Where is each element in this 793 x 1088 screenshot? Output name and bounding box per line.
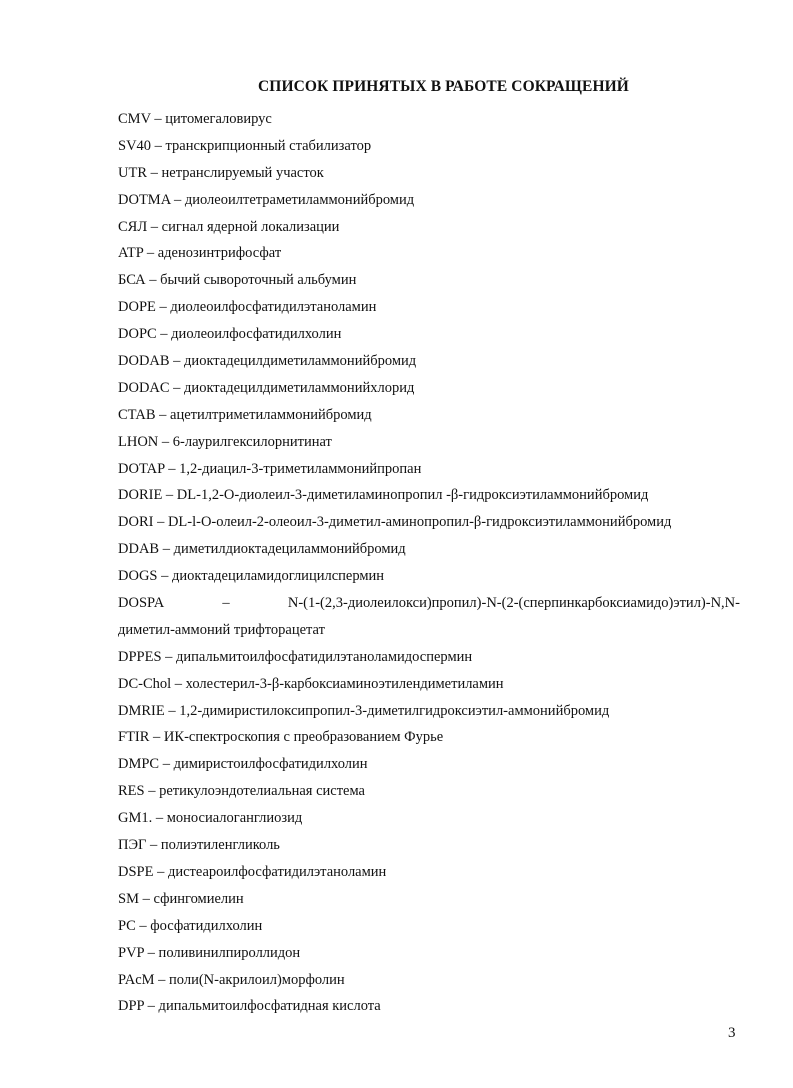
page-title: СПИСОК ПРИНЯТЫХ В РАБОТЕ СОКРАЩЕНИЙ [258, 78, 629, 95]
abbreviation-entry: ATP – аденозинтрифосфат [118, 245, 282, 262]
abbreviation-entry: DMRIE – 1,2-димиристилоксипропил-3-диметилгидроксиэтил-аммонийбромид [118, 702, 610, 719]
abbreviation-entry: DOTMA – диолеоилтетраметиламмонийбромид [118, 191, 415, 208]
abbreviation-entry: DOPE – диолеоилфосфатидилэтаноламин [118, 299, 377, 316]
abbreviation-entry-dospa [118, 590, 740, 644]
abbreviation-entry: CMV – цитомегаловирус [118, 111, 272, 127]
abbreviation-entry: DMPC – димиристоилфосфатидилхолин [118, 756, 368, 773]
abbreviation-entry: DODAC – диоктадецилдиметиламмонийхлорид [118, 379, 415, 396]
abbreviation-entry: DOGS – диоктадециламидоглицилспермин [118, 568, 385, 585]
abbreviation-entry: SM – сфингомиелин [118, 890, 244, 907]
dospa-definition-line1: N-(1-(2,3-диолеилокси)пропил)-N-(2-(сперпинкарбоксиамидо)этил)-N,N- [287, 595, 740, 612]
abbreviation-entry: DOTAP – 1,2-диацил-3-триметиламмонийпропан [118, 460, 422, 477]
abbreviation-entry: PC – фосфатидилхолин [118, 917, 263, 934]
abbreviation-entry: UTR – нетранслируемый участок [118, 164, 324, 181]
page-number: 3 [728, 1025, 736, 1041]
abbreviation-entry: RES – ретикулоэндотелиальная система [118, 783, 365, 800]
dospa-definition-line2: диметил-аммоний трифторацетат [118, 621, 325, 638]
dospa-abbr: DOSPA [118, 595, 165, 612]
abbreviation-entry: GM1. – моносиалоганглиозид [118, 810, 303, 827]
abbreviation-entry: SV40 – транскрипционный стабилизатор [118, 137, 372, 154]
abbreviation-entry: PVP – поливинилпироллидон [118, 944, 301, 961]
dospa-dash: – [222, 595, 230, 612]
abbreviation-entry: DPPES – дипальмитоилфосфатидилэтаноламидоспермин [118, 648, 473, 665]
abbreviation-entry: DC-Chol – холестерил-3-β-карбоксиаминоэтилендиметиламин [118, 675, 504, 692]
abbreviation-entry: LHON – 6-лаурилгексилорнитинат [118, 433, 332, 450]
abbreviation-entry: PAcM – поли(N-акрилоил)морфолин [118, 971, 345, 988]
abbreviation-entry: DORIE – DL-1,2-O-диолеил-3-диметиламинопропил -β-гидроксиэтиламмонийбромид [118, 487, 649, 504]
abbreviation-entry: DODAB – диоктадецилдиметиламмонийбромид [118, 353, 417, 370]
abbreviation-entry: DORI – DL-l-O-олеил-2-олеоил-3-диметил-аминопропил-β-гидроксиэтиламмонийбромид [118, 514, 672, 531]
abbreviation-list [118, 106, 740, 1020]
abbreviation-entry: DDAB – диметилдиоктадециламмонийбромид [118, 541, 406, 558]
abbreviation-entry: DSPE – дистеароилфосфатидилэтаноламин [118, 863, 387, 880]
abbreviation-entry: БСА – бычий сывороточный альбумин [118, 272, 357, 289]
dospa-first-line [118, 590, 740, 617]
abbreviation-entry: ПЭГ – полиэтиленгликоль [118, 837, 280, 854]
abbreviation-entry: СЯЛ – сигнал ядерной локализации [118, 218, 340, 235]
abbreviation-entry: DPP – дипальмитоилфосфатидная кислота [118, 998, 381, 1015]
abbreviation-entry: CTAB – ацетилтриметиламмонийбромид [118, 406, 372, 423]
abbreviation-entry: FTIR – ИК-спектроскопия с преобразованием Фурье [118, 729, 444, 746]
abbreviation-entry: DOPC – диолеоилфосфатидилхолин [118, 326, 342, 343]
